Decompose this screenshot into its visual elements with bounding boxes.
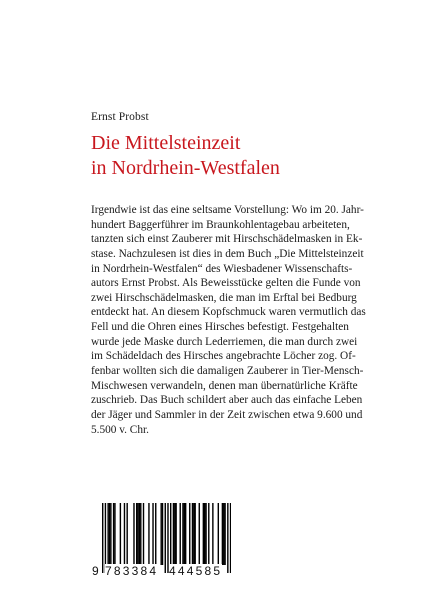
barcode-bar bbox=[126, 503, 127, 565]
barcode-bar bbox=[182, 503, 183, 565]
barcode-digits-right: 444585 bbox=[169, 564, 223, 578]
barcode-bar bbox=[114, 503, 115, 565]
barcode-bar bbox=[170, 503, 171, 565]
barcode-bar bbox=[222, 503, 223, 565]
barcode-bar bbox=[133, 503, 134, 565]
blurb-line: Irgendwie ist das eine seltsame Vorstellung: Wo im 20. Jahr- bbox=[91, 204, 364, 216]
barcode-bar bbox=[189, 503, 190, 565]
blurb-line: der Jäger und Sammler in der Zeit zwischen etwa 9.600 und bbox=[91, 408, 363, 421]
book-title bbox=[91, 131, 361, 181]
book-title-line-1: Die Mittelsteinzeit bbox=[91, 132, 241, 154]
barcode-bar bbox=[124, 503, 125, 565]
barcode-bar bbox=[208, 503, 209, 565]
isbn-barcode bbox=[92, 503, 231, 587]
barcode-bar bbox=[223, 503, 224, 565]
barcode-bar bbox=[107, 503, 108, 565]
barcode-bar bbox=[184, 503, 185, 565]
barcode-bar bbox=[136, 503, 137, 565]
barcode-bar bbox=[192, 503, 193, 565]
barcode-bar bbox=[212, 503, 213, 565]
barcode-bar bbox=[204, 503, 205, 565]
barcode-bar bbox=[194, 503, 195, 565]
barcode-digits-left: 783384 bbox=[105, 564, 159, 578]
barcode-bar bbox=[203, 503, 204, 565]
barcode-bar bbox=[165, 503, 166, 573]
blurb-line: in Nordrhein-Westfalen“ des Wiesbadener Wissenschafts- bbox=[91, 262, 353, 275]
barcode-bar bbox=[139, 503, 140, 565]
barcode-bar bbox=[110, 503, 111, 565]
barcode-bar bbox=[143, 503, 144, 565]
blurb-line: zwei Hirschschädelmasken, die man im Erftal bei Bedburg bbox=[91, 291, 357, 304]
barcode-bar bbox=[199, 503, 200, 565]
barcode-bar bbox=[105, 503, 106, 573]
barcode-bar bbox=[155, 503, 156, 565]
blurb-line: hundert Baggerführer im Braunkohlentagebau arbeiteten, bbox=[91, 218, 350, 231]
barcode-bar bbox=[185, 503, 186, 565]
blurb-line: entdeckt hat. An diesem Kopfschmuck waren vermutlich das bbox=[91, 306, 366, 319]
barcode-bar bbox=[102, 503, 103, 573]
barcode-bar bbox=[175, 503, 176, 565]
barcode-digits bbox=[92, 564, 231, 578]
barcode-bar bbox=[227, 503, 228, 573]
barcode-bar bbox=[140, 503, 141, 565]
barcode-digit-first: 9 bbox=[92, 564, 99, 578]
book-title-line-2: in Nordrhein-Westfalen bbox=[91, 157, 280, 179]
barcode-bar bbox=[180, 503, 181, 565]
author-name: Ernst Probst bbox=[91, 111, 149, 123]
barcode-bar bbox=[230, 503, 231, 573]
blurb-line: autors Ernst Probst. Als Beweisstücke gelten die Funde von bbox=[91, 277, 361, 290]
barcode-bar bbox=[148, 503, 149, 565]
barcode-bar bbox=[224, 503, 225, 565]
blurb-line: fenbar wollten sich die damaligen Zauberer in Tier-Mensch- bbox=[91, 365, 364, 378]
blurb-line: Mischwesen verwandeln, denen man übernatürliche Kräfte bbox=[91, 379, 358, 392]
barcode-bar bbox=[152, 503, 153, 565]
blurb-line: wurde jede Maske durch Lederriemen, die man durch zwei bbox=[91, 335, 358, 348]
barcode-bar bbox=[162, 503, 163, 565]
barcode-bar bbox=[137, 503, 138, 565]
barcode-bar bbox=[218, 503, 219, 565]
barcode-bar bbox=[120, 503, 121, 565]
barcode-bar bbox=[160, 503, 161, 565]
barcode-bar bbox=[113, 503, 114, 565]
barcode-bar bbox=[205, 503, 206, 565]
blurb-line: tanzten sich einst Zauberer mit Hirschschädelmasken in Ek- bbox=[91, 233, 363, 246]
blurb-line: 5.500 v. Chr. bbox=[91, 423, 149, 436]
barcode-bar bbox=[174, 503, 175, 565]
blurb-line: im Schädeldach des Hirsches angebrachte Löcher zog. Of- bbox=[91, 350, 356, 363]
barcode-bar bbox=[167, 503, 168, 573]
barcode-bar bbox=[193, 503, 194, 565]
blurb-line: stase. Nachzulesen ist dies in dem Buch „Die Mittelsteinzeit bbox=[91, 247, 364, 260]
barcode-bar bbox=[109, 503, 110, 565]
blurb-text bbox=[91, 203, 366, 437]
barcode-bar bbox=[173, 503, 174, 565]
blurb-line: zuschrieb. Das Buch schildert aber auch das einfache Leben bbox=[91, 394, 363, 407]
blurb-line: Fell und die Ohren eines Hirsches befestigt. Festgehalten bbox=[91, 321, 349, 334]
